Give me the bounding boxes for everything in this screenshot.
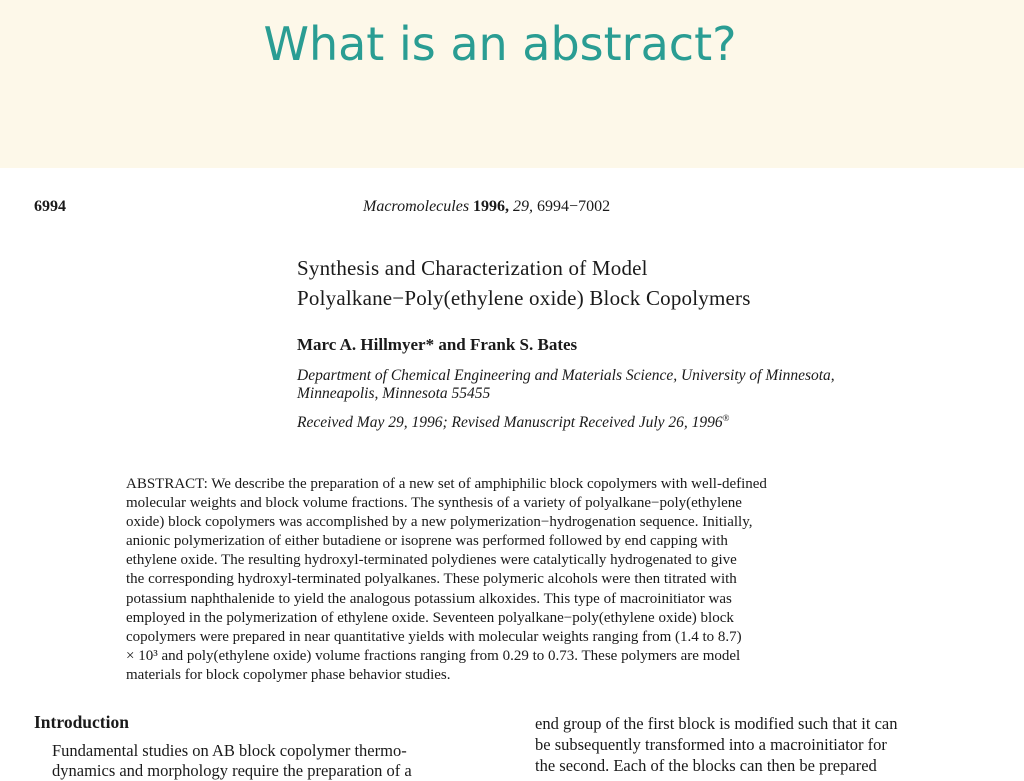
intro-line: be subsequently transformed into a macroinitiator for (535, 735, 887, 754)
abstract-line: ABSTRACT: We describe the preparation of a new set of amphiphilic block copolymers with well-defined (126, 476, 767, 492)
abstract-line: employed in the polymerization of ethylene oxide. Seventeen polyalkane−poly(ethylene oxide) block (126, 609, 734, 626)
journal-pages: 6994−7002 (537, 198, 611, 215)
paper-affiliation (297, 367, 997, 403)
affiliation-line: Minneapolis, Minnesota 55455 (297, 385, 491, 402)
abstract-line: oxide) block copolymers was accomplished by a new polymerization−hydrogenation sequence. Initially, (126, 514, 753, 531)
introduction-heading: Introduction (34, 712, 129, 732)
intro-column-left (52, 741, 512, 781)
journal-name: Macromolecules (363, 198, 470, 215)
page-number: 6994 (34, 198, 66, 215)
journal-reference (363, 198, 610, 216)
abstract-line: potassium naphthalenide to yield the analogous potassium alkoxides. This type of macroinitiator was (126, 590, 732, 607)
journal-year: 1996, (473, 198, 510, 215)
received-mark: ® (722, 413, 730, 423)
abstract-line: molecular weights and block volume fractions. The synthesis of a variety of polyalkane−poly(ethylene (126, 495, 742, 512)
abstract-line: the corresponding hydroxyl-terminated polyalkanes. These polymeric alcohols were then titrated with (126, 571, 737, 588)
intro-line: the second. Each of the blocks can then be prepared (535, 756, 877, 775)
paper-title-line: Synthesis and Characterization of Model (297, 256, 648, 280)
abstract-line: ethylene oxide. The resulting hydroxyl-terminated polydienes were catalytically hydrogenated to give (126, 552, 737, 569)
intro-line: end group of the first block is modified such that it can (535, 714, 898, 733)
slide-title: What is an abstract? (263, 17, 737, 71)
abstract-block (126, 475, 906, 685)
received-dates (297, 413, 730, 432)
slide-title-banner (0, 0, 1024, 168)
intro-line: Fundamental studies on AB block copolymer thermo- (52, 741, 407, 760)
abstract-line: copolymers were prepared in near quantitative yields with molecular weights ranging from (1.4 to 8.7) (126, 628, 742, 645)
intro-column-right (535, 713, 1005, 776)
paper-authors: Marc A. Hillmyer* and Frank S. Bates (297, 335, 578, 354)
affiliation-line: Department of Chemical Engineering and Materials Science, University of Minnesota, (297, 367, 835, 384)
abstract-line: anionic polymerization of either butadiene or isoprene was performed followed by end capping with (126, 533, 728, 550)
paper-title-line: Polyalkane−Poly(ethylene oxide) Block Copolymers (297, 286, 751, 310)
intro-line: dynamics and morphology require the preparation of a (52, 761, 412, 780)
received-text: Received May 29, 1996; Revised Manuscript Received July 26, 1996 (297, 414, 723, 432)
paper-title (297, 253, 997, 313)
abstract-line: materials for block copolymer phase behavior studies. (126, 666, 451, 683)
abstract-line: × 10³ and poly(ethylene oxide) volume fractions ranging from 0.29 to 0.73. These polymers are model (126, 647, 741, 664)
journal-volume: 29, (513, 198, 534, 215)
